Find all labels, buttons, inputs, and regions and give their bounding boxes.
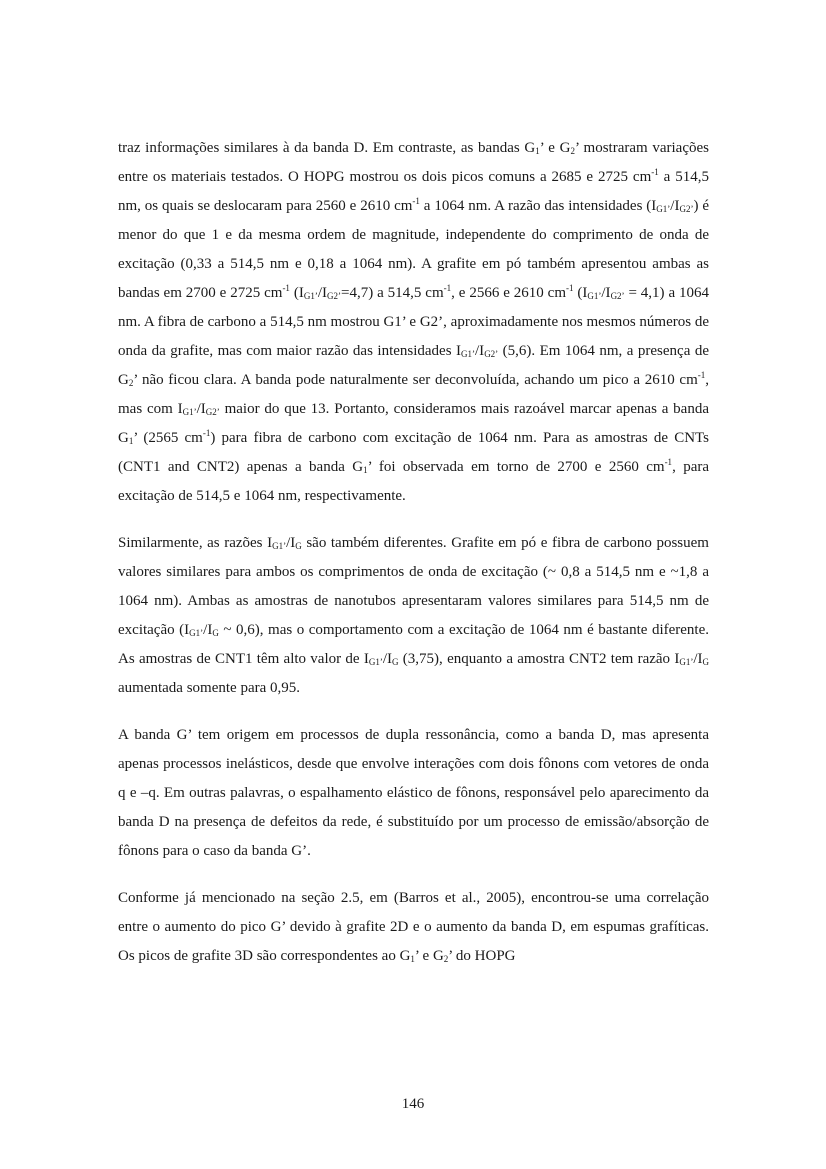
subscript: 2 bbox=[443, 954, 449, 964]
subscript: G1’ bbox=[656, 204, 671, 214]
subscript: G1’ bbox=[368, 657, 383, 667]
text-run: ’ (2565 cm bbox=[133, 430, 203, 446]
paragraph-1 bbox=[118, 134, 709, 511]
superscript: -1 bbox=[664, 457, 673, 467]
subscript: G1’ bbox=[587, 291, 602, 301]
subscript: G bbox=[295, 541, 302, 551]
text-run: ’ mostraram variações entre os materiais testados. O HOPG mostrou os dois picos comuns a 2685 e 2725 cm bbox=[118, 140, 709, 185]
paragraph-3 bbox=[118, 721, 709, 866]
superscript: -1 bbox=[282, 283, 290, 293]
subscript: G1’ bbox=[679, 657, 694, 667]
subscript: G2’ bbox=[327, 291, 341, 301]
text-run: (5,6). Em 1064 nm, a presença de G bbox=[118, 343, 709, 388]
superscript: -1 bbox=[202, 428, 211, 438]
text-run: /I bbox=[382, 651, 393, 667]
subscript: G1’ bbox=[182, 407, 197, 417]
text-run: Conforme já mencionado na seção 2.5, em (Barros et al., 2005), encontrou-se uma correlação entre o aumento do pico G’ devido à grafite 2D e o aumento da banda D, em espumas grafíticas. Os picos de grafite 3D são correspondentes ao G bbox=[118, 890, 709, 964]
text-run: /I bbox=[601, 285, 611, 301]
text-run: são também diferentes. Grafite em pó e fibra de carbono possuem valores similares para ambos os comprimentos de onda de excitação (~ 0,8 a 514,5 nm e ~1,8 a 1064 nm). Ambas as amostras de nanotubos apresentaram valores similares para 514,5 nm de excitação (I bbox=[118, 535, 709, 638]
text-run: (3,75), enquanto a amostra CNT2 tem razão I bbox=[398, 651, 680, 667]
text-run: /I bbox=[475, 343, 485, 359]
text-run: /I bbox=[693, 651, 703, 667]
subscript: 1 bbox=[410, 954, 415, 964]
text-run: ~ 0,6), mas o comportamento com a excitação de 1064 nm é bastante diferente. As amostras de CNT1 têm alto valor de I bbox=[118, 622, 709, 667]
text-run: traz informações similares à da banda D. Em contraste, as bandas G bbox=[118, 140, 536, 156]
subscript: G bbox=[392, 657, 399, 667]
subscript: G2’ bbox=[679, 204, 694, 214]
text-run: (I bbox=[289, 285, 304, 301]
text-run: aumentada somente para 0,95. bbox=[118, 680, 301, 696]
text-run: , para excitação de 514,5 e 1064 nm, respectivamente. bbox=[118, 459, 710, 504]
text-run: /I bbox=[196, 401, 206, 417]
text-run: , e 2566 e 2610 cm bbox=[451, 285, 566, 301]
text-run: ’ e G bbox=[539, 140, 571, 156]
text-run: ’ foi observada em torno de 2700 e 2560 cm bbox=[367, 459, 665, 475]
superscript: -1 bbox=[566, 283, 574, 293]
paragraph-4 bbox=[118, 884, 709, 971]
page-number: 146 bbox=[401, 1096, 425, 1112]
text-run: ) para fibra de carbono com excitação de 1064 nm. Para as amostras de CNTs (CNT1 and CNT2) apenas a banda G bbox=[118, 430, 710, 475]
text-run: (I bbox=[573, 285, 588, 301]
text-run: a 514,5 nm, os quais se deslocaram para 2560 e 2610 cm bbox=[118, 169, 709, 214]
text-run: A banda G’ tem origem em processos de dupla ressonância, como a banda D, mas apresenta apenas processos inelásticos, desde que envolve interações com dois fônons com vetores de onda q e –q. Em outras palavras, o espalhamento elástico de fônons, responsável pelo aparecimento da banda D na presença de defeitos da rede, é substituído por um processo de emissão/absorção de fônons para o caso da banda G’. bbox=[118, 727, 709, 859]
text-run: a 1064 nm. A razão das intensidades (I bbox=[419, 198, 657, 214]
text-run: /I bbox=[317, 285, 327, 301]
text-run: , mas com I bbox=[118, 372, 709, 417]
subscript: G1’ bbox=[189, 628, 204, 638]
subscript: G bbox=[212, 628, 219, 638]
subscript: G2’ bbox=[205, 407, 220, 417]
text-run: ’ do HOPG bbox=[448, 948, 516, 964]
paragraph-2 bbox=[118, 529, 709, 703]
superscript: -1 bbox=[443, 283, 452, 293]
text-run: /I bbox=[286, 535, 296, 551]
text-run: maior do que 13. Portanto, consideramos mais razoável marcar apenas a banda G bbox=[118, 401, 709, 446]
subscript: 1 bbox=[128, 436, 134, 446]
superscript: -1 bbox=[412, 196, 420, 206]
superscript: -1 bbox=[651, 167, 659, 177]
text-run: =4,7) a 514,5 cm bbox=[341, 285, 444, 301]
subscript: 2 bbox=[570, 146, 575, 156]
subscript: 1 bbox=[363, 465, 368, 475]
subscript: G1’ bbox=[303, 291, 318, 301]
text-run: = 4,1) a 1064 nm. A fibra de carbono a 514,5 nm mostrou G1’ e G2’, aproximadamente nos mesmos números de onda da grafite, mas com maior razão das intensidades I bbox=[118, 285, 710, 359]
text-run: Similarmente, as razões I bbox=[118, 535, 273, 551]
subscript: G2’ bbox=[484, 349, 499, 359]
subscript: 2 bbox=[128, 378, 134, 388]
subscript: 1 bbox=[535, 146, 540, 156]
subscript: G bbox=[702, 657, 709, 667]
subscript: G1’ bbox=[272, 541, 287, 551]
body-text bbox=[118, 134, 709, 989]
superscript: -1 bbox=[697, 370, 706, 380]
subscript: G2’ bbox=[610, 291, 625, 301]
text-run: ’ e G bbox=[414, 948, 444, 964]
subscript: G1’ bbox=[461, 349, 476, 359]
text-run: /I bbox=[203, 622, 213, 638]
text-run: ’ não ficou clara. A banda pode naturalmente ser deconvoluída, achando um pico a 2610 cm bbox=[133, 372, 698, 388]
text-run: ) é menor do que 1 e da mesma ordem de magnitude, independente do comprimento de onda de excitação (0,33 a 514,5 nm e 0,18 a 1064 nm). A grafite em pó também apresentou ambas as bandas em 2700 e 2725 cm bbox=[118, 198, 709, 301]
text-run: /I bbox=[670, 198, 680, 214]
